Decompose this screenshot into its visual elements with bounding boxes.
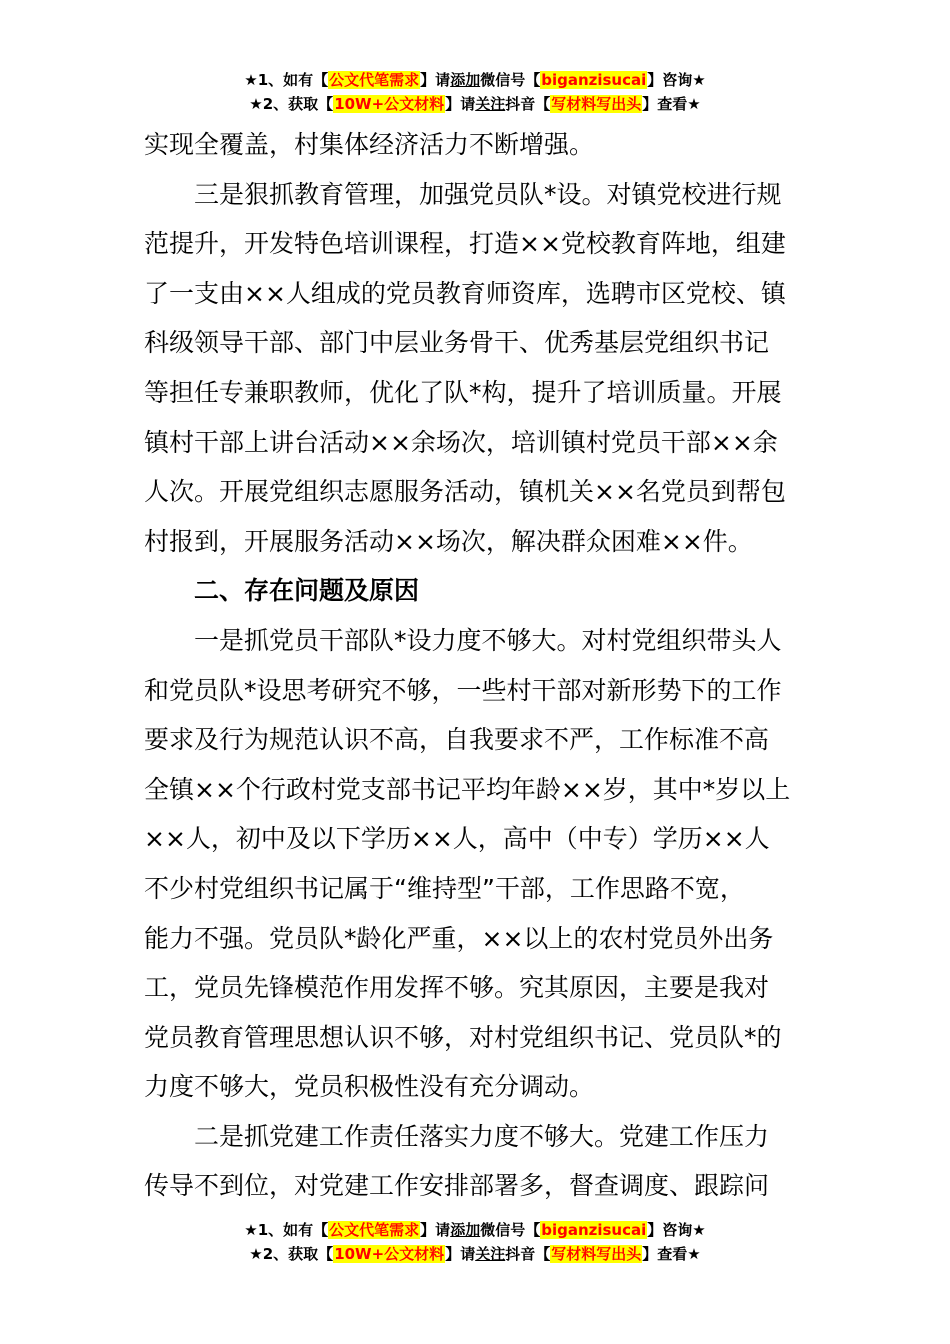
highlight-wechat-id: biganzisucai: [541, 71, 647, 89]
body-line: 一是抓党员干部队*设力度不够大。对村党组织带头人: [194, 625, 782, 655]
body-line: 实现全覆盖，村集体经济活力不断增强。: [144, 130, 595, 159]
section-heading: 二、存在问题及原因: [194, 576, 420, 606]
highlight-service: 公文代笔需求: [329, 1221, 420, 1239]
body-line: 不少村党组织书记属于“维持型”干部，工作思路不宽，: [144, 873, 745, 903]
body-line: ××人，初中及以下学历××人，高中（中专）学历××人: [144, 824, 770, 854]
highlight-wechat-id: biganzisucai: [541, 1221, 647, 1239]
body-line: 等担任专兼职教师，优化了队*构，提升了培训质量。开展: [144, 377, 782, 407]
notice-line-2: ★2、获取【10W+公文材料】请关注抖音【写材料写出头】查看★: [249, 95, 701, 113]
notice-line-1: ★1、如有【公文代笔需求】请添加微信号【biganzisucai】咨询★: [244, 71, 706, 89]
body-line: 了一支由××人组成的党员教育师资库，选聘市区党校、镇: [144, 278, 786, 308]
highlight-materials: 10W+公文材料: [334, 95, 445, 113]
body-line: 要求及行为规范认识不高，自我要求不严，工作标准不高: [144, 725, 770, 755]
body-line: 科级领导干部、部门中层业务骨干、优秀基层党组织书记: [144, 328, 770, 358]
notice-line-1: ★1、如有【公文代笔需求】请添加微信号【biganzisucai】咨询★: [244, 1221, 706, 1239]
body-line: 能力不强。党员队*龄化严重，××以上的农村党员外出务: [144, 923, 774, 953]
header-notice: [0, 68, 950, 116]
highlight-materials: 10W+公文材料: [334, 1245, 445, 1263]
body-line: 党员教育管理思想认识不够，对村党组织书记、党员队*的: [144, 1022, 782, 1052]
notice-line-2: ★2、获取【10W+公文材料】请关注抖音【写材料写出头】查看★: [249, 1245, 701, 1263]
body-line: 三是狠抓教育管理，加强党员队*设。对镇党校进行规: [194, 179, 782, 209]
body-line: 范提升，开发特色培训课程，打造××党校教育阵地，组建: [144, 229, 786, 259]
body-line: 工，党员先锋模范作用发挥不够。究其原因，主要是我对: [144, 973, 770, 1003]
body-line: 镇村干部上讲台活动××余场次，培训镇村党员干部××余: [144, 427, 778, 457]
body-line: 和党员队*设思考研究不够，一些村干部对新形势下的工作: [144, 675, 782, 705]
body-line: 人次。开展党组织志愿服务活动，镇机关××名党员到帮包: [144, 477, 786, 507]
highlight-douyin-id: 写材料写出头: [551, 1245, 642, 1263]
body-line: 传导不到位，对党建工作安排部署多，督查调度、跟踪问: [144, 1171, 770, 1201]
highlight-douyin-id: 写材料写出头: [551, 95, 642, 113]
body-line: 力度不够大，党员积极性没有充分调动。: [144, 1072, 595, 1102]
body-line: 全镇××个行政村党支部书记平均年龄××岁，其中*岁以上: [144, 774, 791, 804]
footer-notice: [0, 1218, 950, 1266]
highlight-service: 公文代笔需求: [329, 71, 420, 89]
body-line: 村报到，开展服务活动××场次，解决群众困难××件。: [144, 526, 753, 556]
document-body: [144, 120, 812, 1211]
body-line: 二是抓党建工作责任落实力度不够大。党建工作压力: [194, 1121, 770, 1151]
